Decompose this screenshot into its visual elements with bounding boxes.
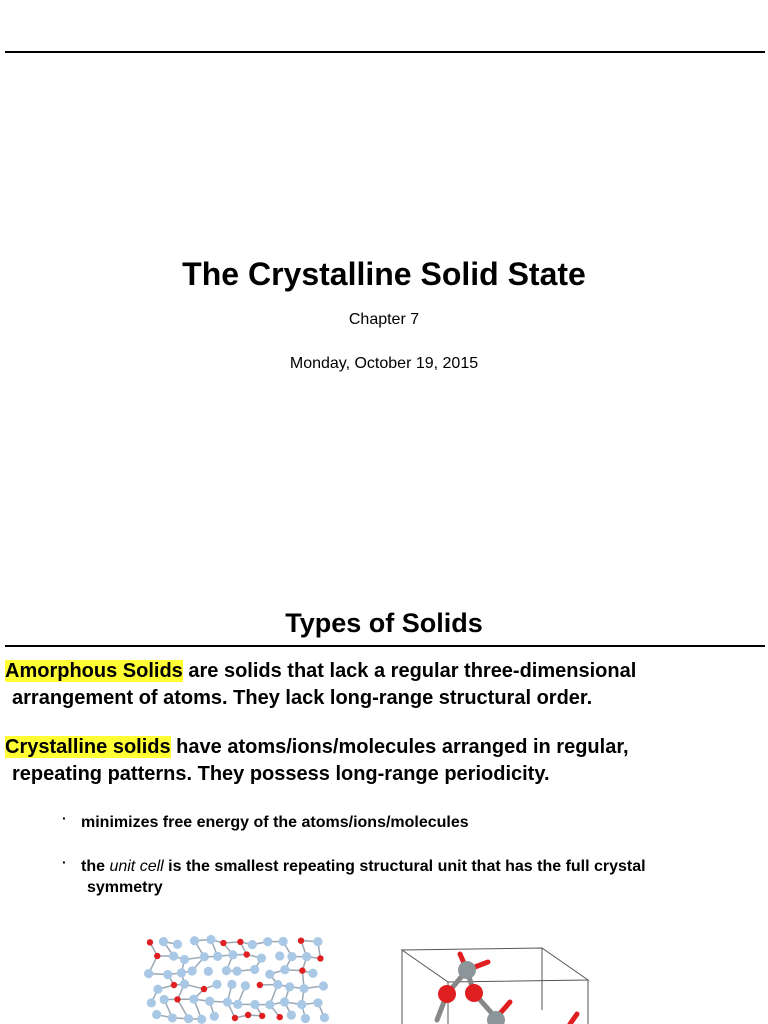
amorphous-atom-blue — [189, 995, 198, 1004]
amorphous-atom-blue — [248, 940, 257, 949]
amorphous-atom-blue — [184, 1014, 193, 1023]
amorphous-atom-blue — [265, 1000, 274, 1009]
amorphous-atom-red — [317, 955, 323, 961]
amorphous-text-1: are solids that lack a regular three-dimensional — [182, 660, 637, 682]
unit-cell-figure — [392, 940, 602, 1024]
amorphous-atom-blue — [212, 980, 221, 989]
amorphous-atom-blue — [152, 1010, 161, 1019]
amorphous-atom-red — [299, 967, 305, 973]
unit-cell-text: is the smallest repeating structural unit that has the full crystal — [163, 858, 646, 875]
bullet-free-energy — [62, 812, 742, 833]
crystalline-text-2: repeating patterns. They possess long-range periodicity. — [12, 763, 550, 785]
amorphous-atom-blue — [287, 1011, 296, 1020]
amorphous-atom-blue — [241, 981, 250, 990]
amorphous-atom-blue — [287, 952, 296, 961]
types-of-solids-title: Types of Solids — [285, 608, 483, 638]
amorphous-atom-red — [245, 1012, 251, 1018]
atom-gray — [458, 961, 476, 979]
slide-top-rule — [5, 51, 765, 53]
bullet-free-energy-text: minimizes free energy of the atoms/ions/molecules — [81, 814, 469, 831]
amorphous-atom-red — [174, 996, 180, 1002]
amorphous-text-2: arrangement of atoms. They lack long-range structural order. — [12, 687, 593, 709]
amorphous-atom-blue — [200, 952, 209, 961]
slide-title: The Crystalline Solid State — [182, 256, 586, 292]
amorphous-atom-red — [171, 982, 177, 988]
amorphous-atom-blue — [147, 998, 156, 1007]
unit-cell-prefix: the — [81, 858, 110, 875]
amorphous-atom-blue — [302, 952, 311, 961]
unit-cell-bond — [570, 1014, 577, 1024]
slide2-title-rule — [5, 645, 765, 647]
amorphous-atoms — [144, 935, 329, 1024]
amorphous-atom-blue — [320, 1013, 329, 1022]
amorphous-atom-blue — [263, 937, 272, 946]
amorphous-atom-blue — [265, 970, 274, 979]
crystalline-paragraph — [5, 734, 760, 788]
bullet-glyph: · — [62, 854, 67, 870]
bullet-glyph: · — [62, 810, 67, 826]
amorphous-atom-red — [277, 1014, 283, 1020]
amorphous-atom-blue — [197, 1015, 206, 1024]
amorphous-atom-red — [147, 939, 153, 945]
amorphous-atom-blue — [205, 997, 214, 1006]
amorphous-atom-blue — [313, 998, 322, 1007]
amorphous-atom-blue — [233, 1000, 242, 1009]
amorphous-atom-blue — [285, 982, 294, 991]
amorphous-atom-blue — [301, 1014, 310, 1023]
amorphous-atom-blue — [213, 952, 222, 961]
amorphous-atom-red — [237, 939, 243, 945]
amorphous-atom-blue — [188, 966, 197, 975]
atom-red — [438, 985, 456, 1003]
amorphous-atom-blue — [223, 998, 232, 1007]
slide-subtitle: Chapter 7 — [348, 311, 420, 328]
amorphous-atom-blue — [169, 952, 178, 961]
slide-date: Monday, October 19, 2015 — [289, 355, 479, 372]
unit-cell-top-face — [402, 948, 588, 982]
amorphous-atom-blue — [222, 966, 231, 975]
amorphous-atom-blue — [159, 937, 168, 946]
amorphous-term: Amorphous Solids — [5, 660, 183, 682]
crystalline-text-1: have atoms/ions/molecules arranged in regular, — [170, 736, 629, 758]
amorphous-atom-blue — [297, 1000, 306, 1009]
unit-cell-continuation: symmetry — [87, 879, 163, 896]
amorphous-atom-blue — [279, 937, 288, 946]
amorphous-atom-red — [244, 951, 250, 957]
crystalline-term: Crystalline solids — [5, 736, 171, 758]
amorphous-atom-blue — [280, 997, 289, 1006]
unit-cell-bonds — [437, 954, 577, 1024]
amorphous-atom-blue — [180, 955, 189, 964]
amorphous-atom-red — [257, 982, 263, 988]
amorphous-atom-blue — [180, 980, 189, 989]
amorphous-atom-blue — [313, 937, 322, 946]
amorphous-atom-red — [201, 986, 207, 992]
amorphous-atom-red — [220, 940, 226, 946]
amorphous-atom-red — [154, 953, 160, 959]
bullet-unit-cell — [62, 856, 742, 898]
amorphous-atom-blue — [144, 969, 153, 978]
amorphous-atom-blue — [257, 953, 266, 962]
amorphous-atom-blue — [204, 967, 213, 976]
amorphous-atom-blue — [299, 984, 308, 993]
amorphous-network-figure — [140, 930, 330, 1024]
amorphous-atom-blue — [228, 950, 237, 959]
amorphous-atom-blue — [160, 995, 169, 1004]
amorphous-atom-red — [232, 1015, 238, 1021]
amorphous-atom-blue — [250, 1000, 259, 1009]
atom-red — [465, 984, 483, 1002]
amorphous-atom-blue — [273, 980, 282, 989]
amorphous-atom-blue — [227, 980, 236, 989]
amorphous-atom-blue — [280, 965, 289, 974]
amorphous-paragraph — [5, 658, 760, 712]
amorphous-atom-red — [259, 1013, 265, 1019]
amorphous-atom-blue — [308, 969, 317, 978]
amorphous-atom-blue — [177, 968, 186, 977]
amorphous-atom-red — [298, 937, 304, 943]
amorphous-atom-blue — [163, 970, 172, 979]
amorphous-atom-blue — [153, 985, 162, 994]
amorphous-atom-blue — [319, 981, 328, 990]
amorphous-atom-blue — [206, 935, 215, 944]
amorphous-atom-blue — [190, 936, 199, 945]
amorphous-atom-blue — [168, 1013, 177, 1022]
amorphous-atom-blue — [232, 967, 241, 976]
amorphous-atom-blue — [173, 940, 182, 949]
amorphous-atom-blue — [250, 965, 259, 974]
amorphous-atom-blue — [275, 951, 284, 960]
amorphous-atom-blue — [210, 1012, 219, 1021]
unit-cell-term: unit cell — [109, 858, 164, 875]
